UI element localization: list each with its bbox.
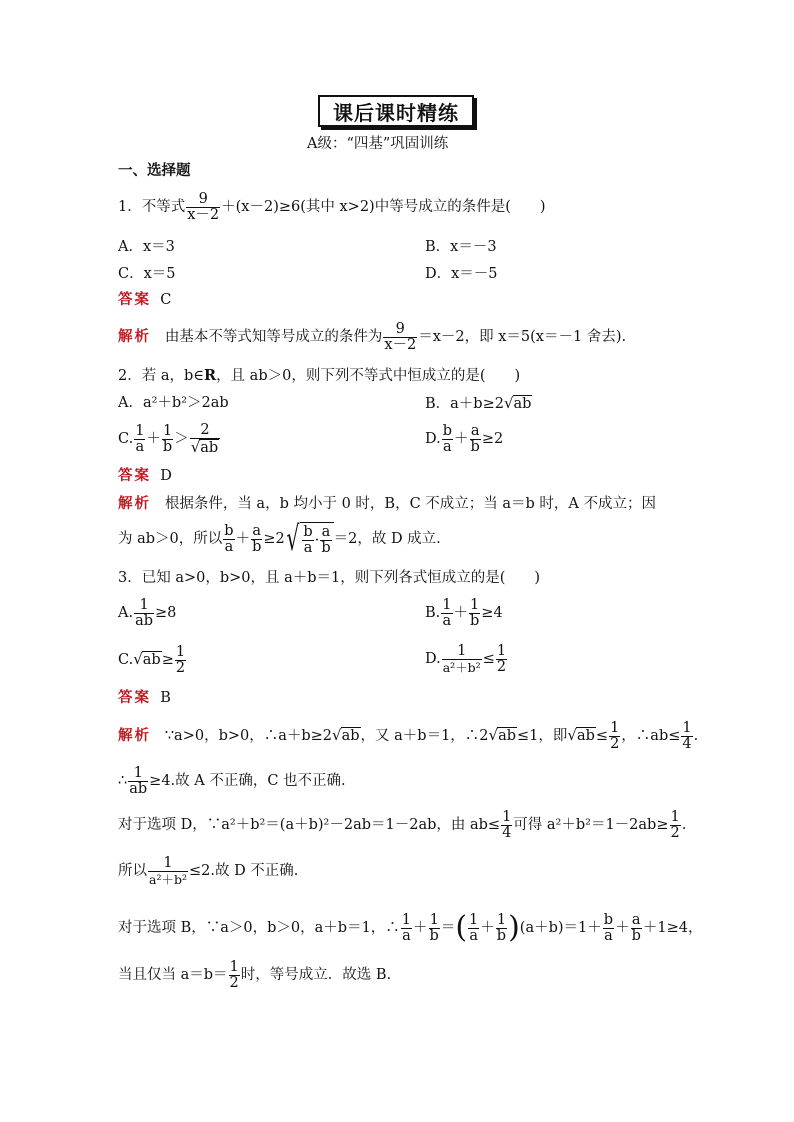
q3-a5-pfrac1-num: 1 bbox=[469, 911, 479, 928]
q3-b-frac1-den: a bbox=[442, 612, 452, 629]
q3-answer bbox=[118, 688, 171, 708]
q3-b-frac1-num: 1 bbox=[442, 596, 452, 613]
q2-an-frac2-den: b bbox=[252, 538, 262, 555]
q3-a1-frac2 bbox=[681, 721, 692, 752]
q3-analysis-line-4 bbox=[118, 852, 298, 890]
q3-a2-text-a: ∴ bbox=[118, 773, 128, 789]
q3-option-b bbox=[425, 594, 503, 632]
section-heading: 一、选择题 bbox=[118, 162, 191, 179]
q3-analysis-line-1 bbox=[118, 716, 698, 755]
q1-answer bbox=[118, 290, 171, 310]
q3-analysis-line-3 bbox=[118, 806, 686, 844]
q3-a3-text-c: . bbox=[681, 817, 687, 833]
q2-an-frac1 bbox=[223, 524, 234, 555]
sqrt-sign: √ bbox=[133, 650, 143, 668]
q2-option-b-text: B．a＋b≥2 bbox=[425, 396, 504, 412]
q3-d-frac2 bbox=[496, 644, 507, 675]
q3-option-a-label: A. bbox=[118, 605, 134, 621]
q2-an-frac1-num: b bbox=[224, 522, 234, 539]
q3-a5-frac2 bbox=[429, 913, 440, 944]
q3-a5-frac3 bbox=[603, 913, 614, 944]
q3-a5-pfrac2-num: 1 bbox=[496, 911, 507, 928]
q3-a1-frac2-den: 4 bbox=[682, 735, 692, 752]
q3-a5-pfrac1 bbox=[468, 913, 479, 944]
q3-a3-frac2 bbox=[670, 810, 681, 841]
q3-a3-frac2-den: 2 bbox=[670, 824, 680, 841]
q3-analysis-line-6 bbox=[118, 956, 391, 994]
question-1-stem bbox=[118, 190, 546, 224]
q3-c-frac-num: 1 bbox=[175, 643, 186, 660]
q3-a4-frac-num: 1 bbox=[148, 856, 188, 872]
q3-answer-value: B bbox=[160, 690, 171, 706]
q3-option-c-label: C. bbox=[118, 652, 134, 668]
q1-option-c: C．x＝5 bbox=[118, 266, 176, 282]
q1-analysis bbox=[118, 320, 626, 354]
q3-a5-frac4 bbox=[631, 913, 642, 944]
q2-option-c-label: C. bbox=[118, 431, 134, 447]
answer-label: 答案 bbox=[118, 291, 151, 308]
right-paren: ) bbox=[508, 910, 520, 945]
q3-a3-frac2-num: 1 bbox=[670, 808, 680, 825]
q3-a2-frac-num: 1 bbox=[128, 766, 148, 782]
q2-d-frac1 bbox=[442, 424, 453, 455]
q1-stem-text-a: 1．不等式 bbox=[118, 199, 186, 215]
q1-frac-num: 9 bbox=[186, 192, 220, 208]
q3-d-frac1 bbox=[442, 644, 482, 675]
level-subtitle: A级：“四基”巩固训练 bbox=[307, 136, 449, 152]
q2-d-plus: ＋ bbox=[454, 431, 469, 447]
q3-option-c bbox=[118, 640, 187, 679]
q3-a-frac-den: ab bbox=[135, 612, 154, 629]
sqrt-sign: √ bbox=[567, 726, 577, 744]
q2-d-frac2 bbox=[470, 424, 481, 455]
q3-a5-frac1-den: a bbox=[402, 927, 411, 944]
q1-fraction bbox=[186, 192, 220, 223]
q3-b-frac1 bbox=[441, 598, 452, 629]
q2-d-rest: ≥2 bbox=[481, 431, 504, 447]
q3-a1-text-e: ，∴ab≤ bbox=[621, 728, 681, 744]
q3-a1-frac1-num: 1 bbox=[610, 719, 620, 736]
q3-a5-frac3-den: a bbox=[604, 927, 613, 944]
q3-a5-pfrac2-den: b bbox=[496, 927, 507, 944]
q3-a3-frac1-num: 1 bbox=[502, 808, 512, 825]
q3-a3-frac1 bbox=[501, 810, 512, 841]
q3-a1-frac1-den: 2 bbox=[610, 735, 620, 752]
q3-a1-frac1 bbox=[609, 721, 620, 752]
q2-analysis-text-2b: ＝2，故 D 成立. bbox=[333, 531, 441, 547]
q3-d-le: ≤ bbox=[482, 651, 495, 667]
q3-a-frac bbox=[134, 598, 154, 629]
q3-a1-radicand-1: ab bbox=[341, 728, 360, 744]
left-paren: ( bbox=[455, 910, 468, 945]
q3-b-frac2 bbox=[469, 598, 480, 629]
analysis-label: 解析 bbox=[118, 328, 151, 345]
analysis-label: 解析 bbox=[118, 495, 151, 512]
analysis-label: 解析 bbox=[118, 727, 151, 744]
q1-option-b: B．x＝－3 bbox=[425, 239, 497, 255]
q3-d-frac1-den: a²＋b² bbox=[442, 659, 481, 675]
q3-a6-frac-den: 2 bbox=[229, 974, 239, 991]
q2-analysis-text-2a: 为 ab＞0，所以 bbox=[118, 531, 223, 547]
q3-a1-text-c: ≤1，即 bbox=[517, 728, 568, 744]
q2-option-b-radicand: ab bbox=[513, 396, 532, 412]
q3-a5-pfrac1-den: a bbox=[469, 927, 478, 944]
sqrt-sign: √ bbox=[286, 519, 300, 559]
q2-c-frac1-den: a bbox=[135, 438, 145, 455]
q2-an-radical bbox=[300, 522, 333, 556]
q3-c-radicand: ab bbox=[142, 652, 161, 668]
q3-a5-frac1 bbox=[401, 913, 412, 944]
q1-option-a: A．x＝3 bbox=[118, 239, 175, 255]
q2-option-a bbox=[118, 393, 229, 413]
q2-c-frac1-num: 1 bbox=[135, 422, 145, 439]
q3-a1-frac2-num: 1 bbox=[682, 719, 692, 736]
q3-a4-frac bbox=[148, 856, 188, 887]
q2-an-plus: ＋ bbox=[235, 531, 251, 547]
q3-a2-frac bbox=[128, 766, 148, 797]
q2-an-frac2-num: a bbox=[252, 522, 262, 539]
q3-d-frac2-den: 2 bbox=[496, 658, 507, 675]
q2-c-frac1 bbox=[134, 424, 145, 455]
q3-a5-frac4-num: a bbox=[631, 911, 641, 928]
q3-a4-text-a: 所以 bbox=[118, 863, 147, 879]
q2-c-plus: ＋ bbox=[146, 431, 161, 447]
q2-answer bbox=[118, 466, 172, 486]
q1-analysis-text-b: ＝x－2，即 x＝5(x＝－1 舍去). bbox=[418, 329, 627, 345]
q2-c-frac2-den: b bbox=[162, 438, 173, 455]
q3-a5-plus2: ＋ bbox=[615, 920, 630, 936]
q3-d-frac1-num: 1 bbox=[442, 644, 482, 660]
q3-b-frac2-den: b bbox=[470, 612, 480, 629]
q2-c-frac3 bbox=[190, 423, 221, 456]
q1-analysis-fraction bbox=[383, 322, 417, 353]
q2-option-c bbox=[118, 420, 221, 458]
q3-a3-text-b: 可得 a²＋b²＝1－2ab≥ bbox=[513, 817, 669, 833]
q2-an-frac2 bbox=[251, 524, 262, 555]
q3-b-frac2-num: 1 bbox=[470, 596, 480, 613]
q3-a2-frac-den: ab bbox=[129, 780, 148, 797]
q2-c-frac2-num: 1 bbox=[162, 422, 173, 439]
answer-label: 答案 bbox=[118, 689, 151, 706]
q3-a3-text-a: 对于选项 D，∵a²＋b²＝(a＋b)²－2ab＝1－2ab，由 ab≤ bbox=[118, 817, 501, 833]
q2-an-ge: ≥2 bbox=[263, 531, 285, 547]
q3-a5-text-a: 对于选项 B，∵a＞0，b＞0，a＋b＝1，∴ bbox=[118, 920, 400, 936]
q2-option-d-label: D. bbox=[425, 431, 441, 447]
q2-d-frac2-num: a bbox=[470, 422, 480, 439]
q3-d-frac2-num: 1 bbox=[496, 642, 507, 659]
q2-an-frac1-den: a bbox=[224, 538, 234, 555]
answer-label: 答案 bbox=[118, 467, 151, 484]
sqrt-sign: √ bbox=[488, 726, 499, 744]
q3-c-frac bbox=[175, 645, 186, 676]
q3-option-d-label: D. bbox=[425, 651, 441, 667]
q2-d-frac1-den: a bbox=[443, 438, 452, 455]
q3-a1-text-a: ∵a>0，b>0，∴a＋b≥2 bbox=[164, 728, 333, 744]
q2-stem-text-a: 2．若 a，b∈ bbox=[118, 368, 204, 384]
q2-stem-real-set: R bbox=[204, 367, 217, 384]
q3-option-a bbox=[118, 594, 176, 632]
q3-c-frac-den: 2 bbox=[175, 659, 186, 676]
q3-a6-frac bbox=[229, 960, 240, 991]
q1-answer-value: C bbox=[160, 292, 172, 308]
q3-a5-frac4-den: b bbox=[631, 927, 641, 944]
q2-answer-value: D bbox=[160, 468, 172, 484]
q3-a1-radicand-3: ab bbox=[576, 728, 595, 744]
q3-a3-frac1-den: 4 bbox=[502, 824, 512, 841]
q3-a5-frac2-num: 1 bbox=[429, 911, 439, 928]
sqrt-sign: √ bbox=[503, 394, 514, 412]
q2-an-dot: · bbox=[314, 532, 320, 549]
q3-a5-eq: ＝ bbox=[440, 920, 456, 936]
q2-analysis-line-1 bbox=[118, 494, 656, 514]
q1-option-d: D．x＝－5 bbox=[425, 266, 498, 282]
q2-an-rfrac1 bbox=[302, 525, 313, 556]
q2-an-rfrac2-num: a bbox=[321, 524, 331, 540]
q3-a6-text-b: 时，等号成立．故选 B. bbox=[240, 967, 392, 983]
q2-c-frac3-den bbox=[190, 439, 221, 456]
q1-analysis-frac-den: x－2 bbox=[384, 336, 417, 353]
q3-a6-frac-num: 1 bbox=[229, 958, 239, 975]
q3-a5-text-b: (a＋b)＝1＋ bbox=[519, 920, 602, 936]
sqrt-sign: √ bbox=[190, 437, 201, 456]
q2-an-rfrac1-den: a bbox=[303, 540, 313, 556]
q3-a5-text-c: ＋1≥4， bbox=[642, 920, 703, 936]
q2-option-a-text: A．a²＋b²＞2ab bbox=[118, 395, 229, 411]
q3-a5-pfrac2 bbox=[496, 913, 507, 944]
q2-stem-text-b: ，且 ab＞0，则下列不等式中恒成立的是( ) bbox=[216, 368, 521, 384]
q3-a5-pplus: ＋ bbox=[480, 920, 495, 936]
q2-analysis-line-2 bbox=[118, 518, 441, 560]
q2-an-rfrac1-num: b bbox=[303, 524, 313, 540]
q3-option-b-label: B. bbox=[425, 605, 441, 621]
q2-option-d bbox=[425, 420, 503, 458]
q3-a4-text-b: ≤2.故 D 不正确. bbox=[188, 863, 299, 879]
q3-c-ge: ≥ bbox=[161, 652, 174, 668]
q3-option-d bbox=[425, 640, 508, 678]
q3-a2-text-b: ≥4.故 A 不正确，C 也不正确. bbox=[149, 773, 346, 789]
q3-a1-text-f: . bbox=[693, 728, 699, 744]
q3-a5-frac1-num: 1 bbox=[401, 911, 412, 928]
q2-an-rfrac2 bbox=[320, 525, 331, 556]
q2-c-frac3-num: 2 bbox=[190, 423, 221, 439]
q2-analysis-text-1: 根据条件，当 a，b 均小于 0 时，B，C 不成立；当 a＝b 时，A 不成立；因 bbox=[164, 496, 656, 512]
q3-analysis-line-2 bbox=[118, 762, 346, 800]
question-3-stem: 3．已知 a>0，b>0，且 a＋b＝1，则下列各式恒成立的是( ) bbox=[118, 570, 541, 586]
q1-analysis-frac-num: 9 bbox=[383, 322, 417, 338]
page-title: 课后课时精练 bbox=[318, 95, 474, 127]
q2-c-gt: ＞ bbox=[174, 431, 189, 447]
q3-a1-radicand-2: ab bbox=[498, 728, 517, 744]
q3-analysis-line-5 bbox=[118, 906, 702, 950]
q2-d-frac2-den: b bbox=[470, 438, 480, 455]
q2-an-rfrac2-den: b bbox=[321, 540, 331, 556]
q2-d-frac1-num: b bbox=[442, 422, 453, 439]
q3-a6-text-a: 当且仅当 a＝b＝ bbox=[118, 967, 228, 983]
q1-analysis-text-a: 由基本不等式知等号成立的条件为 bbox=[164, 329, 383, 345]
q3-b-plus: ＋ bbox=[453, 605, 468, 621]
q3-a-rest: ≥8 bbox=[155, 605, 177, 621]
q2-c-frac3-radicand: ab bbox=[200, 439, 219, 456]
q1-frac-den: x－2 bbox=[187, 206, 220, 223]
q3-a1-text-d: ≤ bbox=[595, 728, 609, 744]
sqrt-sign: √ bbox=[332, 726, 342, 744]
q1-stem-text-b: ＋(x－2)≥6(其中 x>2)中等号成立的条件是( ) bbox=[221, 199, 546, 215]
q3-a1-text-b: ，又 a＋b＝1，∴2 bbox=[360, 728, 489, 744]
q2-c-frac2 bbox=[162, 424, 173, 455]
q3-a5-frac3-num: b bbox=[603, 911, 614, 928]
q3-a5-frac2-den: b bbox=[429, 927, 439, 944]
q3-a5-plus: ＋ bbox=[413, 920, 428, 936]
q3-b-rest: ≥4 bbox=[481, 605, 503, 621]
q3-a4-frac-den: a²＋b² bbox=[149, 871, 187, 887]
q3-a-frac-num: 1 bbox=[134, 598, 154, 614]
q2-option-b bbox=[425, 393, 532, 414]
question-2-stem bbox=[118, 366, 520, 386]
